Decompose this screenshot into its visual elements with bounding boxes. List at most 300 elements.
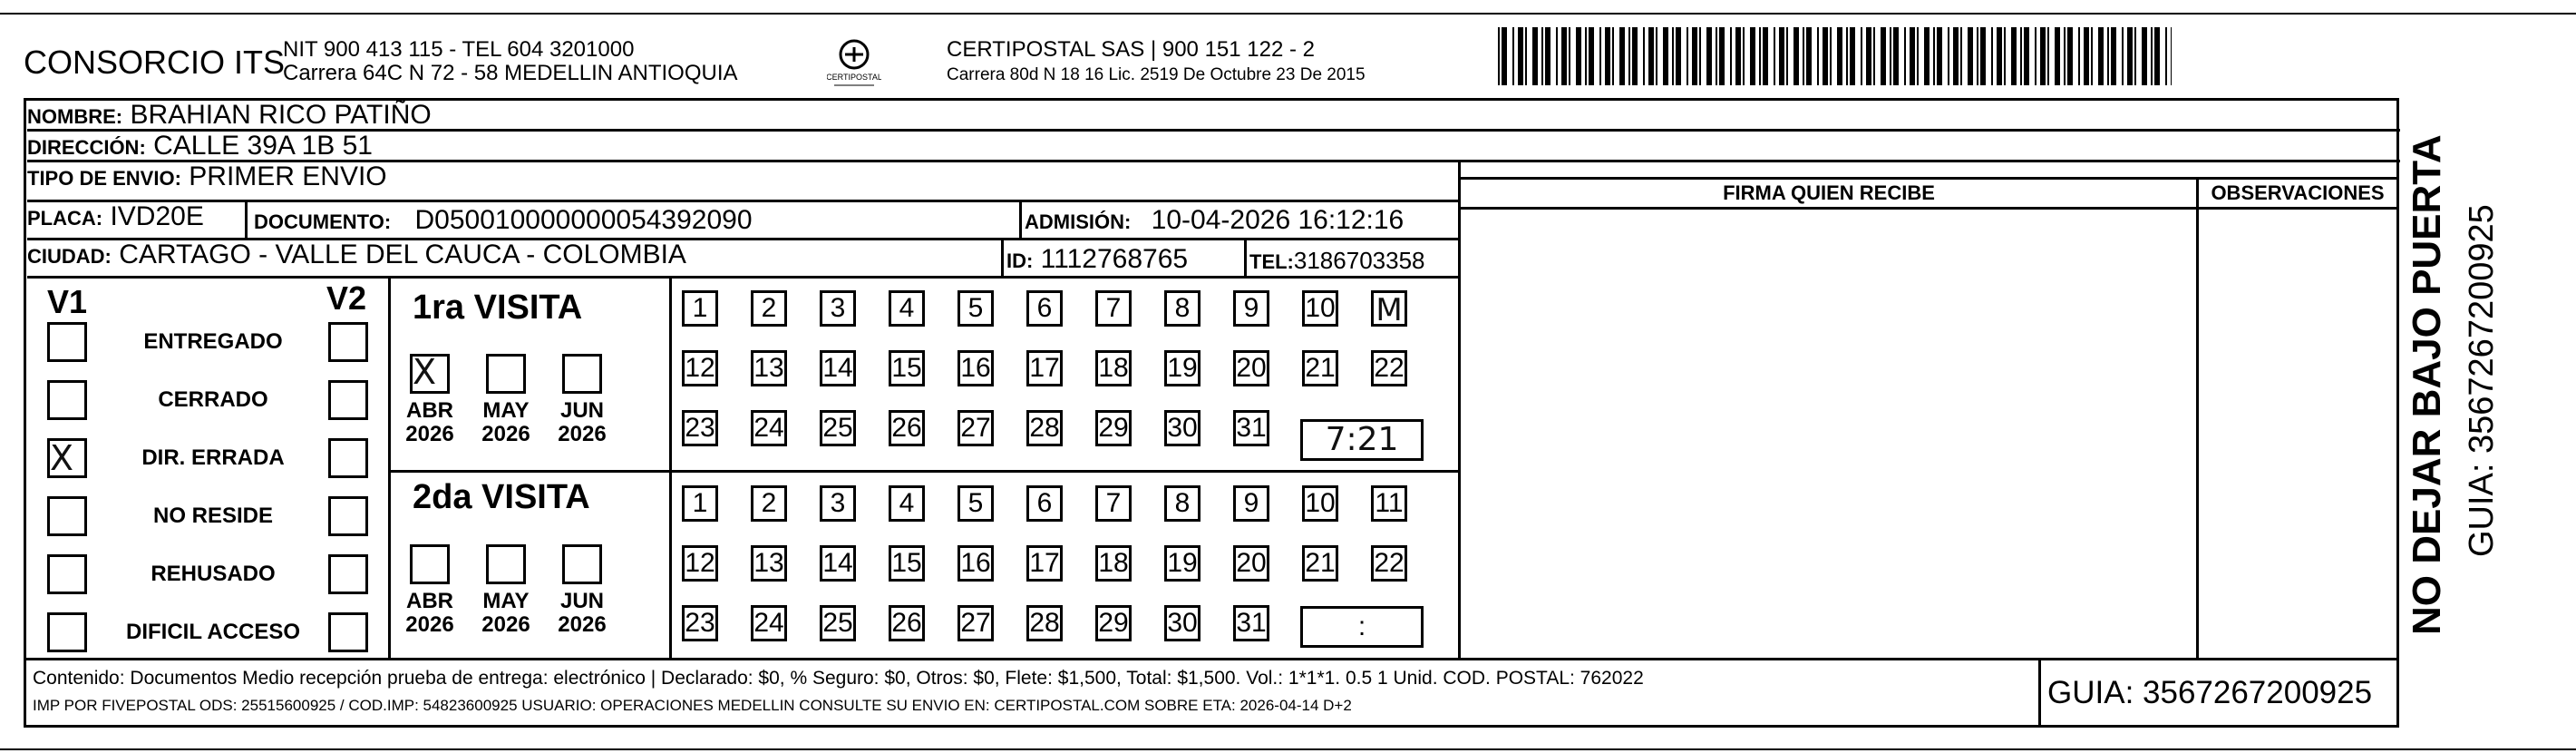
second-visit-day-label: 9 [1243, 488, 1259, 518]
first-visit-day-label: 23 [685, 413, 715, 443]
second-visit-day-label: 25 [822, 608, 853, 638]
first-visit-day-label: 8 [1174, 293, 1191, 323]
first-visit-day-20[interactable] [1233, 350, 1269, 386]
second-visit-month-checkbox-may[interactable] [486, 544, 526, 584]
first-visit-day-label: 7 [1105, 293, 1122, 323]
barcode-bar [1643, 27, 1645, 85]
first-visit-day-6[interactable] [1026, 290, 1063, 327]
second-visit-day-label: 1 [692, 488, 708, 518]
second-visit-day-29[interactable] [1095, 605, 1132, 641]
documento-value: D050010000000054392090 [414, 205, 753, 235]
first-visit-day-label: 25 [822, 413, 853, 443]
first-visit-day-label: 18 [1098, 353, 1129, 383]
first-visit-day-mark: M [1375, 292, 1403, 328]
first-visit-day-label: 12 [685, 353, 715, 383]
second-visit-day-label: 5 [967, 488, 984, 518]
first-visit-day-label: 2 [761, 293, 777, 323]
first-visit-day-label: 15 [891, 353, 922, 383]
second-visit-day-label: 17 [1029, 548, 1060, 578]
first-visit-title: 1ra VISITA [413, 288, 583, 327]
first-visit-day-label: 3 [830, 293, 846, 323]
id-value: 1112768765 [1040, 244, 1189, 274]
second-visit-day-label: 24 [753, 608, 784, 638]
first-visit-day-16[interactable] [957, 350, 994, 386]
first-visit-day-3[interactable] [820, 290, 856, 327]
barcode-bar [1786, 27, 1788, 85]
carrier-line: CERTIPOSTAL SAS | 900 151 122 - 2 [947, 37, 1315, 62]
barcode-bar [1910, 27, 1915, 85]
v2-label: V2 [326, 279, 367, 317]
barcode-bar [1890, 27, 1891, 85]
second-visit-day-label: 2 [761, 488, 777, 518]
barcode-bar [2091, 27, 2093, 85]
first-visit-day-23[interactable] [682, 410, 718, 446]
barcode-bar [1730, 27, 1732, 85]
barcode-bar [1846, 27, 1848, 85]
barcode-bar [2055, 27, 2060, 85]
second-visit-day-16[interactable] [957, 545, 994, 582]
second-visit-day-19[interactable] [1164, 545, 1201, 582]
second-visit-day-label: 16 [960, 548, 991, 578]
barcode-bar [1850, 27, 1855, 85]
first-visit-day-14[interactable] [820, 350, 856, 386]
barcode-bar [1502, 27, 1507, 85]
barcode-bar [2134, 27, 2136, 85]
barcode [1496, 27, 2176, 91]
barcode-bar [1532, 27, 1538, 85]
first-visit-time-value: 7:21 [1325, 421, 1399, 458]
barcode-bar [1498, 27, 1500, 85]
first-visit-day-label: 4 [899, 293, 915, 323]
first-visit-day-label: 28 [1029, 413, 1060, 443]
second-visit-month-checkbox-abr[interactable] [410, 544, 450, 584]
barcode-bar [2024, 27, 2029, 85]
tel-divider [1244, 240, 1247, 279]
barcode-bar [1991, 27, 1993, 85]
barcode-bar [1837, 27, 1842, 85]
first-visit-day-label: 14 [822, 353, 853, 383]
barcode-bar [1692, 27, 1697, 85]
first-visit-day-7[interactable] [1095, 290, 1132, 327]
second-visit-title: 2da VISITA [413, 478, 590, 516]
admision-label: ADMISIÓN: [1025, 210, 1132, 233]
barcode-bar [1904, 27, 1906, 85]
first-visit-day-label: 26 [891, 413, 922, 443]
first-visit-day-19[interactable] [1164, 350, 1201, 386]
barcode-bar [1663, 27, 1668, 85]
first-visit-time[interactable] [1300, 419, 1424, 461]
first-visit-day-29[interactable] [1095, 410, 1132, 446]
first-visit-day-label: 29 [1098, 413, 1129, 443]
second-visit-day-5[interactable] [957, 485, 994, 522]
second-visit-day-4[interactable] [889, 485, 925, 522]
barcode-bar [1687, 27, 1688, 85]
second-visit-day-12[interactable] [682, 545, 718, 582]
tipo-value: PRIMER ENVIO [189, 161, 387, 191]
first-visit-day-label: 10 [1305, 293, 1336, 323]
nombre-value: BRAHIAN RICO PATIÑO [130, 100, 432, 130]
barcode-bar [1735, 27, 1741, 85]
second-visit-day-18[interactable] [1095, 545, 1132, 582]
barcode-bar [1656, 27, 1657, 85]
row-direccion [27, 132, 2400, 162]
admision-divider [1019, 202, 1022, 240]
side-warning: NO DEJAR BAJO PUERTA [2405, 134, 2449, 635]
v1-checkbox-dificil-acceso[interactable] [47, 612, 87, 652]
first-visit-day-31[interactable] [1233, 410, 1269, 446]
first-visit-day-label: 13 [753, 353, 784, 383]
barcode-bar [1817, 27, 1819, 85]
second-visit-month-label-may: MAY [482, 589, 530, 613]
v2-checkbox-no-reside[interactable] [328, 496, 368, 536]
first-visit-day-22[interactable] [1371, 350, 1407, 386]
barcode-bar [1648, 27, 1654, 85]
first-visit-day-26[interactable] [889, 410, 925, 446]
barcode-bar [1968, 27, 1973, 85]
first-visit-day-label: 20 [1236, 353, 1267, 383]
second-visit-day-22[interactable] [1371, 545, 1407, 582]
v1-checkmark: X [50, 438, 74, 478]
barcode-bar [1750, 27, 1755, 85]
first-visit-day-25[interactable] [820, 410, 856, 446]
barcode-bar [1512, 27, 1514, 85]
barcode-bar [1628, 27, 1630, 85]
second-visit-day-27[interactable] [957, 605, 994, 641]
second-visit-day-label: 11 [1375, 488, 1404, 518]
months-divider [669, 279, 672, 658]
first-visit-day-28[interactable] [1026, 410, 1063, 446]
second-visit-day-8[interactable] [1164, 485, 1201, 522]
barcode-bar [1980, 27, 1986, 85]
barcode-bar [1743, 27, 1745, 85]
second-visit-day-label: 4 [899, 488, 915, 518]
barcode-bar [2142, 27, 2147, 85]
first-visit-day-label: 1 [692, 293, 708, 323]
tel-field [1249, 245, 1425, 278]
v2-checkbox-cerrado[interactable] [328, 380, 368, 420]
first-visit-day-9[interactable] [1233, 290, 1269, 327]
second-visit-month-checkbox-jun[interactable] [562, 544, 602, 584]
first-visit-day-13[interactable] [751, 350, 787, 386]
second-visit-month-year: 2026 [481, 612, 530, 637]
second-visit-day-20[interactable] [1233, 545, 1269, 582]
second-visit-time[interactable]: : [1300, 606, 1424, 648]
row-tipo [27, 162, 1461, 202]
barcode-bar [1569, 27, 1570, 85]
status-label-dir-errada: DIR. ERRADA [141, 445, 285, 470]
first-visit-day-label: 16 [960, 353, 991, 383]
v1-checkbox-cerrado[interactable] [47, 380, 87, 420]
barcode-bar [1803, 27, 1804, 85]
id-label: ID: [1006, 249, 1034, 272]
documento-label: DOCUMENTO: [254, 210, 392, 233]
first-visit-day-17[interactable] [1026, 350, 1063, 386]
barcode-bar [1585, 27, 1587, 85]
second-visit-day-label: 14 [822, 548, 853, 578]
second-visit-day-label: 6 [1036, 488, 1053, 518]
side-guia: GUIA: 3567267200925 [2463, 204, 2501, 557]
second-visit-day-26[interactable] [889, 605, 925, 641]
id-divider [1001, 240, 1004, 279]
second-visit-day-label: 15 [891, 548, 922, 578]
first-visit-day-label: 30 [1167, 413, 1198, 443]
barcode-bar [1632, 27, 1638, 85]
company-nit: NIT 900 413 115 - TEL 604 3201000 [283, 37, 635, 62]
tel-value: 3186703358 [1293, 247, 1425, 274]
barcode-bar [1779, 27, 1784, 85]
footer-line-1: Contenido: Documentos Medio recepción prueba de entrega: electrónico | Declarado: $0, % Seguro: $0, Otros: $0, Flete: $1,500, Total: $1,500. Vol.: 1*1*1. 0.5 1 Unid. COD. POSTAL: 762022 [33, 668, 1644, 689]
second-visit-day-label: 20 [1236, 548, 1267, 578]
second-visit-month-year: 2026 [558, 612, 607, 637]
first-visit-day-label: 17 [1029, 353, 1060, 383]
barcode-bar [2122, 27, 2124, 85]
id-field [1006, 243, 1188, 278]
second-visit-day-label: 12 [685, 548, 715, 578]
barcode-bar [2111, 27, 2116, 85]
barcode-bar [1699, 27, 1701, 85]
first-visit-day-5[interactable] [957, 290, 994, 327]
barcode-bar [1612, 27, 1614, 85]
placa-value: IVD20E [110, 201, 204, 231]
barcode-bar [2064, 27, 2066, 85]
second-visit-day-1[interactable] [682, 485, 718, 522]
v2-checkbox-rehusado[interactable] [328, 554, 368, 594]
barcode-bar [1830, 27, 1832, 85]
first-visit-day-label: 21 [1305, 353, 1336, 383]
first-visit-day-label: 6 [1036, 293, 1053, 323]
certipostal-logo [827, 34, 881, 91]
first-visit-day-label: 24 [753, 413, 784, 443]
barcode-bar [1823, 27, 1828, 85]
second-visit-day-label: 18 [1098, 548, 1129, 578]
barcode-bar [1977, 27, 1978, 85]
first-visit-day-15[interactable] [889, 350, 925, 386]
barcode-bar [2047, 27, 2049, 85]
barcode-bar [2171, 27, 2172, 85]
placa-label: PLACA: [27, 207, 103, 230]
barcode-bar [1953, 27, 1959, 85]
footer-guia: GUIA: 3567267200925 [2047, 675, 2373, 710]
first-visit-month-year: 2026 [481, 422, 530, 446]
barcode-bar [1960, 27, 1962, 85]
second-visit-day-31[interactable] [1233, 605, 1269, 641]
second-visit-day-7[interactable] [1095, 485, 1132, 522]
barcode-bar [1924, 27, 1930, 85]
first-visit-day-2[interactable] [751, 290, 787, 327]
first-visit-day-4[interactable] [889, 290, 925, 327]
direccion-label: DIRECCIÓN: [27, 136, 146, 159]
obs-left-line [2196, 177, 2199, 658]
barcode-bar [1576, 27, 1581, 85]
first-visit-day-30[interactable] [1164, 410, 1201, 446]
v2-checkbox-dir-errada[interactable] [328, 438, 368, 478]
tipo-label: TIPO DE ENVIO: [27, 167, 181, 190]
second-visit-day-10[interactable] [1302, 485, 1338, 522]
bottom-border [0, 748, 2576, 750]
second-visit-day-2[interactable] [751, 485, 787, 522]
observaciones-header: OBSERVACIONES [2211, 181, 2385, 204]
second-visit-day-label: 26 [891, 608, 922, 638]
barcode-bar [2035, 27, 2036, 85]
second-visit-day-13[interactable] [751, 545, 787, 582]
tel-label: TEL: [1249, 250, 1294, 273]
first-visit-month-checkbox-may[interactable] [486, 354, 526, 394]
ciudad-label: CIUDAD: [27, 245, 112, 268]
barcode-bar [1706, 27, 1712, 85]
second-visit-day-label: 27 [960, 608, 991, 638]
second-visit-day-label: 31 [1236, 608, 1267, 638]
second-visit-day-17[interactable] [1026, 545, 1063, 582]
nombre-label: NOMBRE: [27, 105, 123, 128]
barcode-bar [1997, 27, 2002, 85]
first-visit-day-12[interactable] [682, 350, 718, 386]
sig-header-line [1461, 207, 2396, 210]
admision-value: 10-04-2026 16:12:16 [1151, 205, 1405, 235]
barcode-bar [2151, 27, 2153, 85]
barcode-bar [1866, 27, 1871, 85]
barcode-bar [1518, 27, 1523, 85]
first-visit-day-27[interactable] [957, 410, 994, 446]
company-address: Carrera 64C N 72 - 58 MEDELLIN ANTIOQUIA [283, 61, 738, 85]
sig-top-line [1461, 177, 2396, 180]
first-visit-day-1[interactable] [682, 290, 718, 327]
barcode-bar [1774, 27, 1775, 85]
barcode-bar [1759, 27, 1761, 85]
v1-checkbox-rehusado[interactable] [47, 554, 87, 594]
first-visit-day-label: 19 [1167, 353, 1198, 383]
second-visit-day-15[interactable] [889, 545, 925, 582]
barcode-bar [2165, 27, 2167, 85]
first-visit-day-10[interactable] [1302, 290, 1338, 327]
barcode-bar [1599, 27, 1601, 85]
row-nombre [27, 101, 2400, 132]
admision-field [1025, 204, 1404, 239]
v2-checkbox-dificil-acceso[interactable] [328, 612, 368, 652]
logo-text: CERTIPOSTAL [827, 73, 881, 82]
first-visit-day-label: 27 [960, 413, 991, 443]
barcode-bar [1948, 27, 1949, 85]
first-visit-day-21[interactable] [1302, 350, 1338, 386]
barcode-bar [1881, 27, 1886, 85]
status-label-entregado: ENTREGADO [143, 329, 283, 354]
first-visit-month-label-jun: JUN [559, 398, 604, 423]
v1-checkbox-no-reside[interactable] [47, 496, 87, 536]
first-visit-month-checkmark: X [413, 352, 437, 392]
second-visit-day-3[interactable] [820, 485, 856, 522]
first-visit-month-label-may: MAY [482, 398, 530, 423]
second-visit-day-21[interactable] [1302, 545, 1338, 582]
barcode-bar [2098, 27, 2104, 85]
barcode-bar [1605, 27, 1610, 85]
first-visit-day-label: 22 [1374, 353, 1405, 383]
v1-checkbox-dir-errada[interactable] [47, 438, 87, 478]
barcode-bar [1873, 27, 1875, 85]
visits-mid-line [388, 470, 1458, 473]
first-visit-day-24[interactable] [751, 410, 787, 446]
v1-label: V1 [47, 283, 88, 320]
first-visit-day-8[interactable] [1164, 290, 1201, 327]
first-visit-day-label: 31 [1236, 413, 1267, 443]
top-border [0, 13, 2576, 15]
barcode-bar [2004, 27, 2006, 85]
barcode-bar [2078, 27, 2080, 85]
barcode-bar [1672, 27, 1674, 85]
status-label-dificil-acceso: DIFICIL ACCESO [125, 620, 300, 644]
first-visit-day-18[interactable] [1095, 350, 1132, 386]
second-visit-day-label: 3 [830, 488, 846, 518]
second-visit-day-9[interactable] [1233, 485, 1269, 522]
v2-checkbox-entregado[interactable] [328, 322, 368, 362]
second-visit-day-label: 22 [1374, 548, 1405, 578]
second-visit-day-25[interactable] [820, 605, 856, 641]
first-visit-day-label: 5 [967, 293, 984, 323]
footer-guia-divider [2038, 658, 2041, 728]
barcode-bar [1933, 27, 1935, 85]
carrier-sub: Carrera 80d N 18 16 Lic. 2519 De Octubre 23 De 2015 [947, 65, 1366, 84]
documento-field [254, 204, 753, 239]
barcode-bar [1525, 27, 1527, 85]
barcode-bar [1763, 27, 1768, 85]
barcode-bar [1561, 27, 1567, 85]
barcode-bar [1556, 27, 1558, 85]
second-visit-day-28[interactable] [1026, 605, 1063, 641]
barcode-bar [1676, 27, 1681, 85]
second-visit-day-14[interactable] [820, 545, 856, 582]
second-visit-day-6[interactable] [1026, 485, 1063, 522]
barcode-bar [1541, 27, 1543, 85]
first-visit-month-checkbox-abr[interactable] [410, 354, 450, 394]
status-label-cerrado: CERRADO [158, 387, 268, 412]
second-visit-day-label: 10 [1305, 488, 1336, 518]
barcode-bar [2067, 27, 2073, 85]
second-visit-month-label-jun: JUN [559, 589, 604, 613]
second-visit-day-label: 30 [1167, 608, 1198, 638]
barcode-bar [1619, 27, 1625, 85]
second-visit-month-year: 2026 [405, 612, 454, 637]
first-visit-day-label: 9 [1243, 293, 1259, 323]
second-visit-day-23[interactable] [682, 605, 718, 641]
first-visit-month-year: 2026 [405, 422, 454, 446]
second-visit-day-label: 13 [753, 548, 784, 578]
barcode-bar [2011, 27, 2017, 85]
v1-checkbox-entregado[interactable] [47, 322, 87, 362]
barcode-bar [1716, 27, 1717, 85]
barcode-bar [1806, 27, 1812, 85]
second-visit-day-24[interactable] [751, 605, 787, 641]
firma-header: FIRMA QUIEN RECIBE [1723, 181, 1935, 204]
second-visit-day-label: 21 [1305, 548, 1336, 578]
barcode-bar [1793, 27, 1799, 85]
second-visit-day-label: 29 [1098, 608, 1129, 638]
second-visit-day-11[interactable] [1371, 485, 1407, 522]
first-visit-month-year: 2026 [558, 422, 607, 446]
barcode-bar [1917, 27, 1919, 85]
barcode-bar [2154, 27, 2160, 85]
second-visit-day-30[interactable] [1164, 605, 1201, 641]
first-visit-day-11[interactable] [1371, 290, 1407, 327]
footer-top-line [24, 658, 2399, 660]
footer-line-2: IMP POR FIVEPOSTAL ODS: 25515600925 / COD.IMP: 54823600925 USUARIO: OPERACIONES MEDELLIN CONSULTE SU ENVIO EN: CERTIPOSTAL.COM SOBRE ETA: 2026-04-14 D+2 [33, 697, 1352, 714]
company-name: CONSORCIO ITS [24, 44, 286, 81]
barcode-bar [2040, 27, 2046, 85]
first-visit-month-checkbox-jun[interactable] [562, 354, 602, 394]
second-visit-day-label: 19 [1167, 548, 1198, 578]
first-visit-month-label-abr: ABR [406, 398, 453, 423]
barcode-bar [1893, 27, 1899, 85]
status-label-rehusado: REHUSADO [151, 562, 276, 586]
second-visit-month-label-abr: ABR [406, 589, 453, 613]
ciudad-value: CARTAGO - VALLE DEL CAUCA - COLOMBIA [119, 240, 686, 269]
